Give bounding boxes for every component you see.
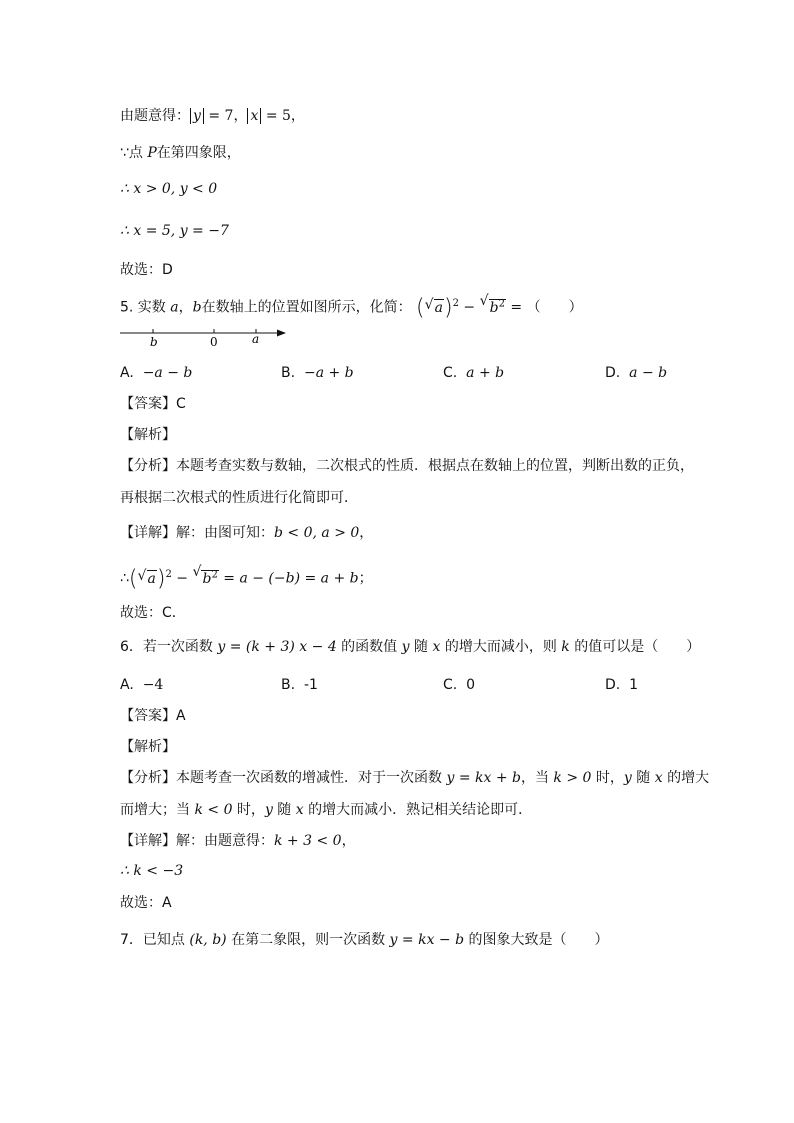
q7-text: 7．已知点 [120,932,190,948]
paren-close: ) [156,566,166,592]
q6-stem [120,637,700,657]
opt-label: B. [281,365,296,381]
q6-func: y = (k + 3) x − 4 [217,639,337,655]
calc-result: = a − (−b) = a + b [218,570,359,587]
paren-open: ( [416,295,425,321]
solution-line-1 [120,106,305,126]
sqrt-a: √ a [424,296,443,316]
fenxi-func: y = kx + b [446,770,521,786]
sqrt-b-value: b [202,570,212,587]
abs-x [247,108,261,124]
fenxi-cond: k < 0 [194,802,233,818]
opt-value: a − b [629,365,668,381]
q5-text-b: ， [178,299,193,316]
paren-close: ) [444,295,453,321]
q5-fenxi-line-2: 再根据二次根式的性质进行化简即可． [120,490,358,506]
exp-2: 2 [165,569,172,580]
fenxi-text: ，当 [520,770,554,786]
opt-label: C. [443,365,458,381]
q6-text-end: 的值可以是（ ） [569,639,701,655]
q6-var-x: x [432,639,441,655]
q5-option-a [120,363,192,383]
exp-2: 2 [452,298,459,309]
calc-end: ； [358,570,373,587]
opt-value: -1 [303,677,318,693]
opt-label: A. [120,677,134,693]
opt-label: A. [120,365,134,381]
abs-y [190,108,204,124]
q5-answer: 【答案】C [120,396,186,412]
q5-text-a: 5. 实数 [120,299,171,316]
q5-detail [120,523,373,543]
sqrt-b-value: b [489,299,499,316]
sqrt-a: √ a [137,567,156,587]
q6-fenxi-line-1 [120,768,709,788]
q5-calculation [120,565,373,590]
q6-option-d [605,675,638,695]
q5-var-a: a [170,299,179,316]
q6-analysis-heading: 【解析】 [120,739,176,755]
opt-value: −a − b [142,365,193,381]
fenxi-var-x: x [654,770,663,786]
paren-open: ( [128,566,138,592]
q5-stem-end: = （ ） [505,299,583,316]
opt-label: B. [281,677,296,693]
q6-text: 6．若一次函数 [120,639,218,655]
opt-value: 0 [466,677,476,693]
opt-label: D. [605,677,621,693]
label-b: b [150,335,158,349]
sqrt-b2: √ $b^2$ [479,293,505,316]
q6-var-y: y [401,639,410,655]
q6-option-a [120,675,163,695]
q7-func: y = kx − b [389,932,465,948]
label-a: a [252,332,260,346]
label-0: 0 [210,335,218,349]
sqrt-a-value: a [147,570,156,587]
detail-math: b < 0, a > 0 [274,525,360,541]
value-7: = 7 [203,108,234,124]
value-5: = 5 [261,108,291,124]
q5-choice: 故选：C． [120,605,186,621]
q6-text: 的增大而减小，则 [440,639,562,655]
sqrt-a-value: a [434,299,443,316]
q5-option-d [605,363,667,383]
opt-value: −a + b [303,365,354,381]
sep-end: ， [290,108,305,124]
opt-value: 1 [629,677,639,693]
opt-label: D. [605,365,621,381]
q5-fenxi-line-1: 【分析】本题考查实数与数轴，二次根式的性质．根据点在数轴上的位置，判断出数的正负， [120,458,694,474]
opt-value: a + b [466,365,505,381]
sqrt-b2: √ $b^2$ [192,564,218,587]
q7-text-end: 的图象大致是（ ） [464,932,609,948]
q5-text-c: 在数轴上的位置如图所示，化简： [201,299,412,316]
number-line [120,323,290,349]
detail-end: ， [359,525,374,541]
therefore: ∴ [120,570,129,587]
q5-analysis-heading: 【解析】 [120,427,176,443]
q6-var-k: k [561,639,570,655]
fenxi-var-x: x [295,802,304,818]
fenxi-var-y: y [264,802,273,818]
point-p: P [147,145,157,161]
q6-answer: 【答案】A [120,708,186,724]
q6-text: 随 [409,639,433,655]
detail-text: 【详解】解：由题意得： [120,833,274,849]
var-y: y [193,108,201,124]
fenxi-text: 而增大；当 [120,802,195,818]
choice-line-prev: 故选：D [120,262,173,278]
q6-detail [120,831,356,851]
fenxi-text: 时， [232,802,265,818]
q5-var-b: b [192,299,202,316]
text: 由题意得： [120,108,190,124]
solution-line-4: ∴ x = 5, y = −7 [120,223,229,239]
b-exp: 2 [211,569,218,580]
sep: ， [233,108,248,124]
fenxi-cond: k > 0 [553,770,592,786]
fenxi-var-y: y [623,770,632,786]
axis-arrow [277,330,286,337]
solution-line-3: ∴ x > 0, y < 0 [120,181,218,197]
detail-end: ， [341,833,356,849]
solution-line-2 [120,143,241,163]
fenxi-text: 随 [272,802,296,818]
minus: − [171,570,193,587]
fenxi-text: 【分析】本题考查一次函数的增减性．对于一次函数 [120,770,447,786]
q6-option-b [281,675,318,695]
q7-stem [120,930,609,950]
detail-text: 【详解】解：由图可知： [120,525,274,541]
fenxi-text: 随 [631,770,655,786]
opt-value: −4 [142,677,164,693]
q7-text: 在第二象限，则一次函数 [226,932,390,948]
q6-text: 的函数值 [336,639,402,655]
q6-conclusion: ∴ k < −3 [120,863,184,879]
fenxi-text-end: 的增大而减小．熟记相关结论即可． [303,802,533,818]
opt-label: C. [443,677,458,693]
fenxi-text: 时， [591,770,624,786]
b-exp: 2 [498,298,505,309]
detail-math: k + 3 < 0 [274,833,342,849]
q6-fenxi-line-2 [120,800,532,820]
because-text: ∵点 [120,145,148,161]
quadrant-text: 在第四象限， [156,145,241,161]
q5-option-c [443,363,504,383]
fenxi-text-end: 的增大 [662,770,710,786]
var-x: x [250,108,259,124]
minus: − [458,299,480,316]
q6-choice: 故选：A [120,895,172,911]
q5-stem [120,294,583,319]
q5-option-b [281,363,354,383]
q6-option-c [443,675,475,695]
q7-point: (k, b) [189,932,227,948]
